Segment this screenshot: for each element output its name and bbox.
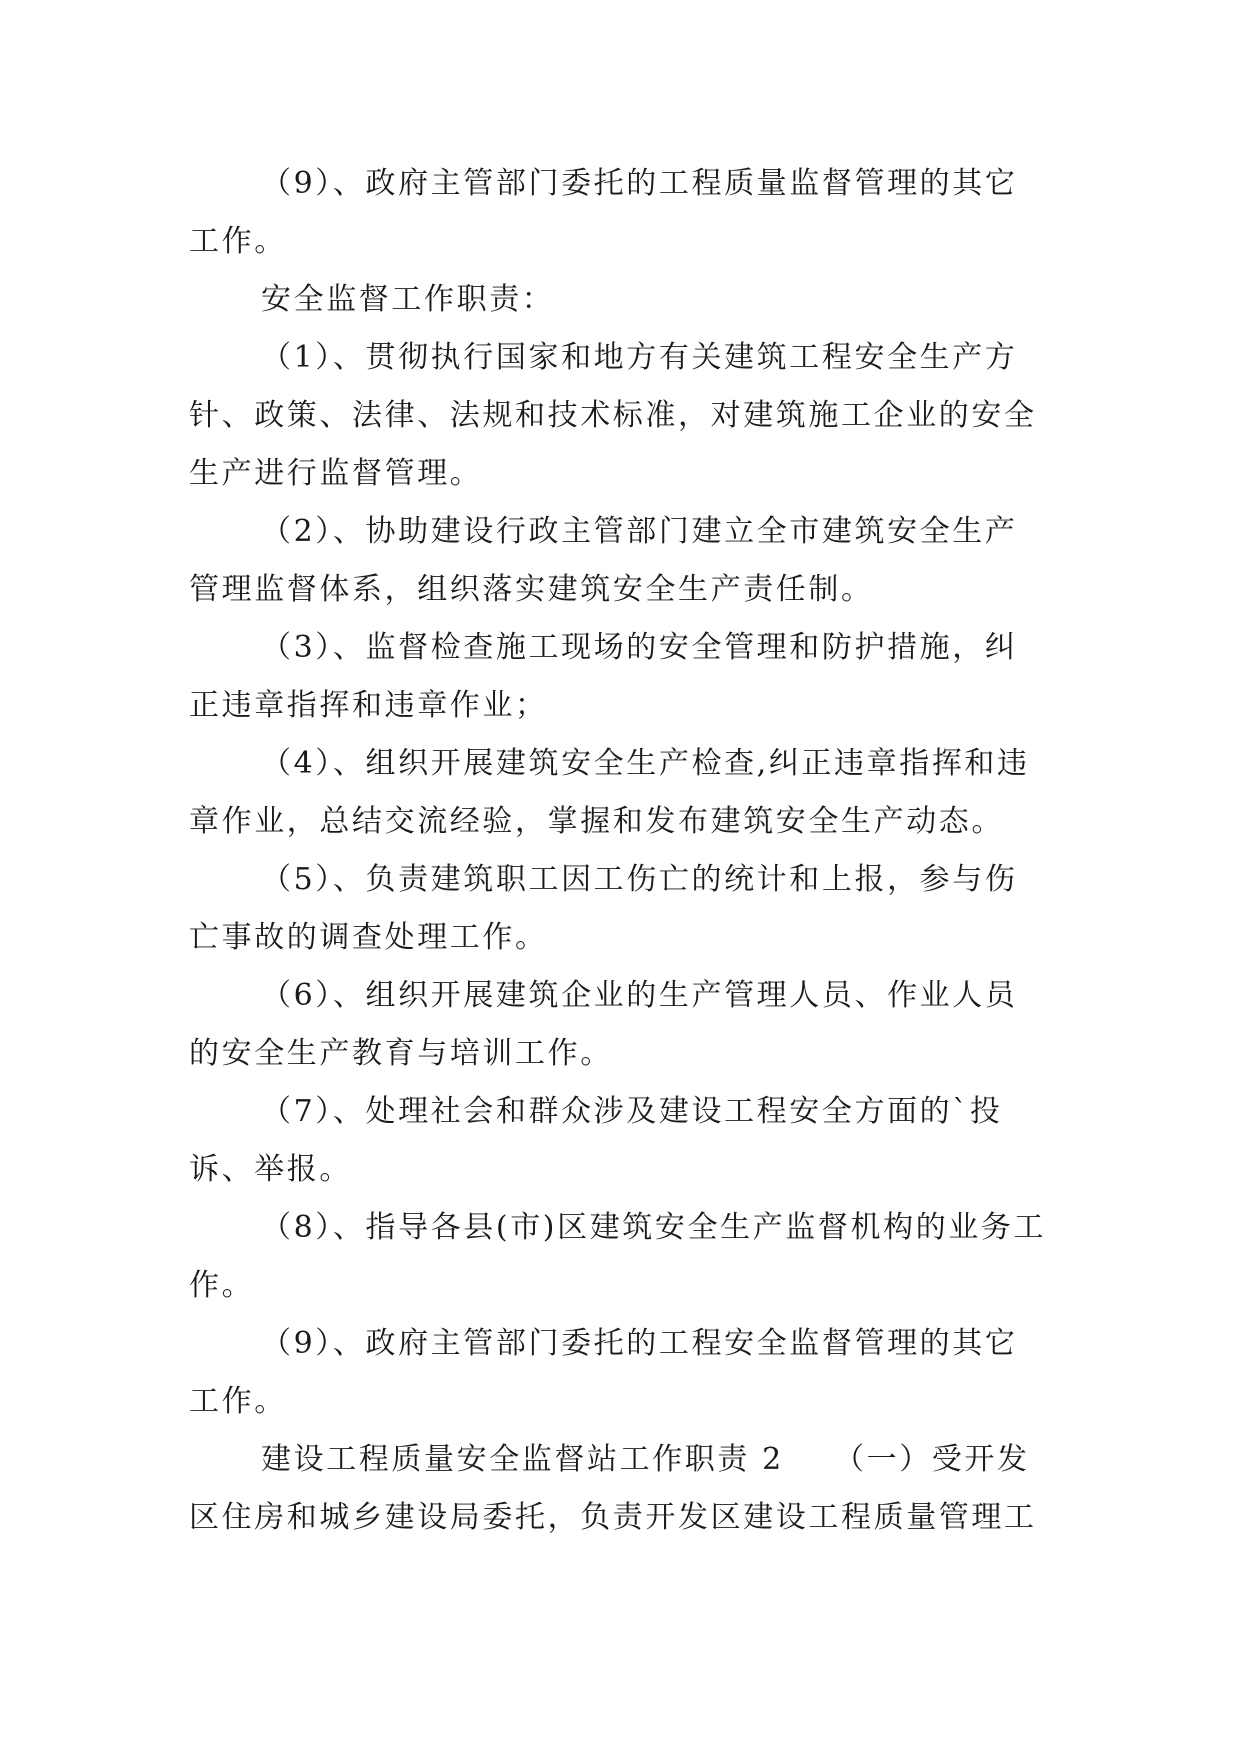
paragraph-safety-item-4: （4）、组织开展建筑安全生产检查,纠正违章指挥和违章作业，总结交流经验，掌握和发布建筑安全生产动态。: [189, 746, 1030, 839]
paragraph-safety-item-9: （9）、政府主管部门委托的工程安全监督管理的其它工作。: [189, 1326, 1018, 1419]
paragraph-safety-item-6: （6）、组织开展建筑企业的生产管理人员、作业人员的安全生产教育与培训工作。: [189, 978, 1018, 1071]
paragraph-safety-item-3: （3）、监督检查施工现场的安全管理和防护措施，纠正违章指挥和违章作业；: [189, 630, 1018, 723]
paragraph-safety-item-5: （5）、负责建筑职工因工伤亡的统计和上报，参与伤亡事故的调查处理工作。: [189, 862, 1018, 955]
paragraph-station-duties-2: 建设工程质量安全监督站工作职责 2 （一）受开发区住房和城乡建设局委托，负责开发区建设工程质量管理工: [189, 1442, 1037, 1535]
paragraph-safety-item-1: （1）、贯彻执行国家和地方有关建筑工程安全生产方针、政策、法律、法规和技术标准，对建筑施工企业的安全生产进行监督管理。: [189, 340, 1037, 491]
document-body: [189, 155, 1049, 1547]
paragraph-quality-item-9: （9）、政府主管部门委托的工程质量监督管理的其它工作。: [189, 166, 1018, 259]
paragraph-safety-item-7: （7）、处理社会和群众涉及建设工程安全方面的`投诉、举报。: [189, 1094, 1003, 1187]
paragraph-safety-item-8: （8）、指导各县(市)区建筑安全生产监督机构的业务工作。: [189, 1210, 1047, 1303]
paragraph-safety-heading: 安全监督工作职责：: [261, 282, 555, 317]
paragraph-safety-item-2: （2）、协助建设行政主管部门建立全市建筑安全生产管理监督体系，组织落实建筑安全生产责任制。: [189, 514, 1018, 607]
